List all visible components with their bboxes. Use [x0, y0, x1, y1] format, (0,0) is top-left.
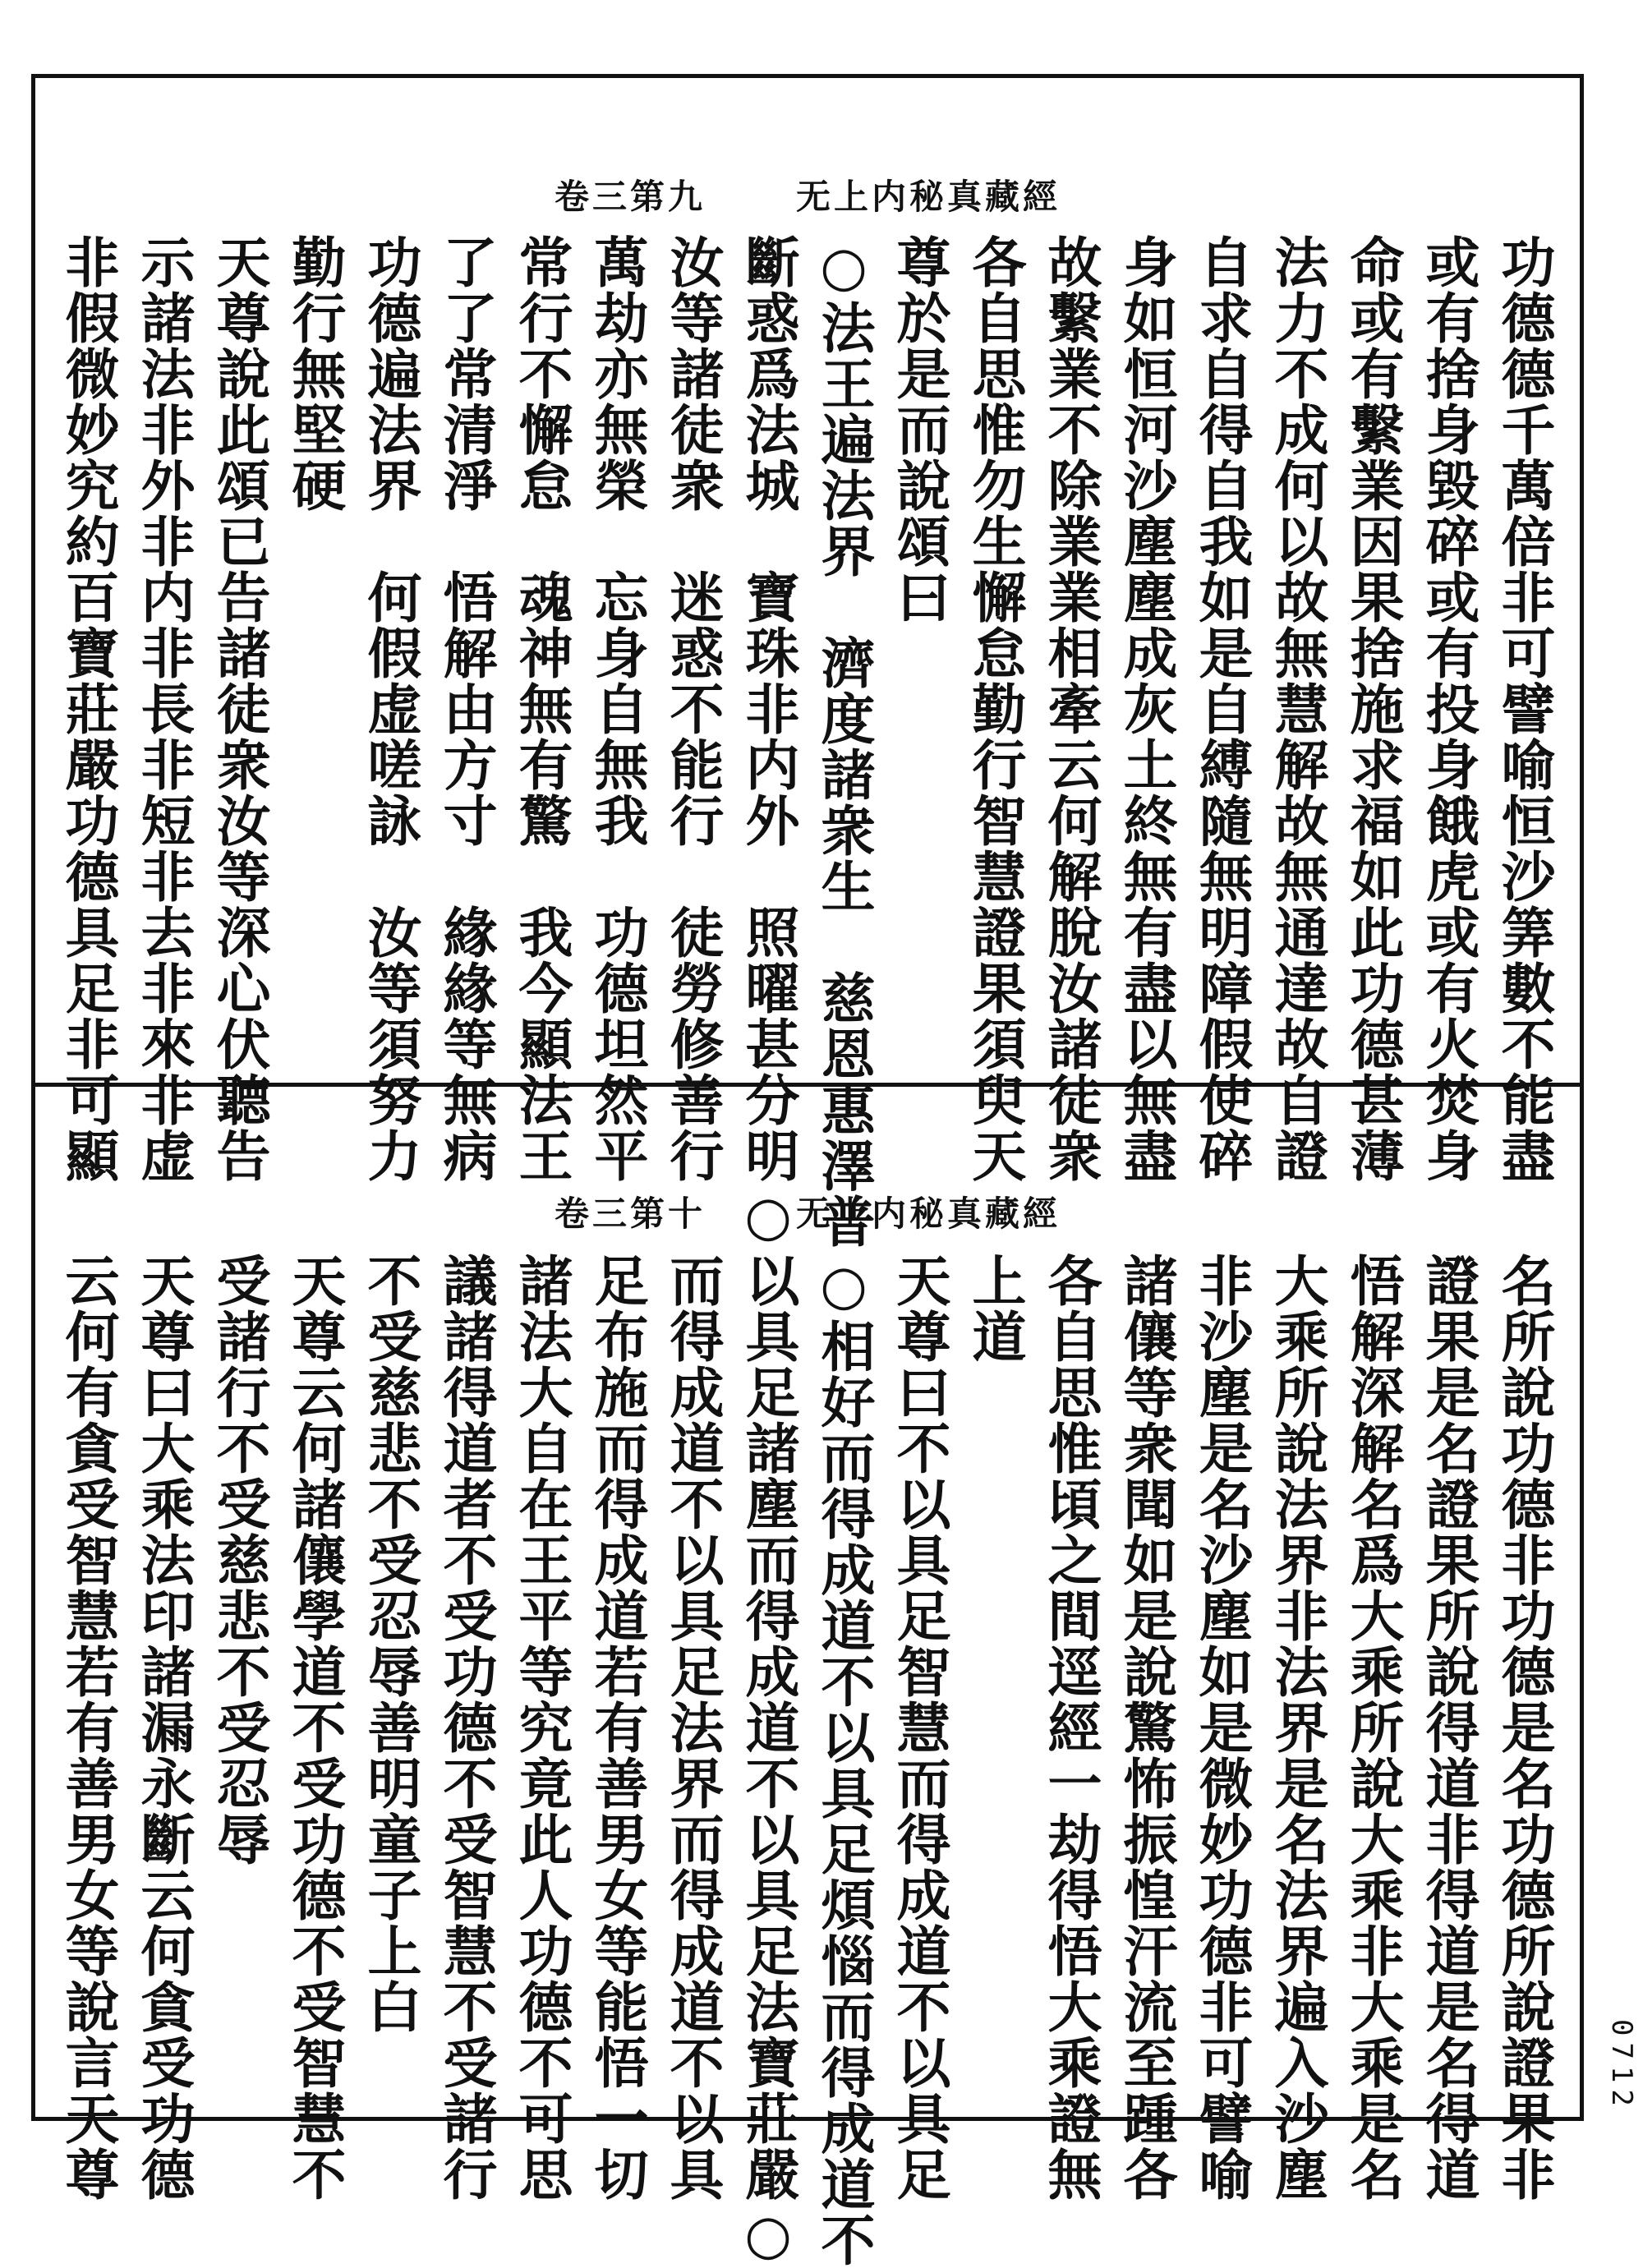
text-column: 天尊曰不以具足智慧而得成道不以具足	[887, 1253, 951, 2202]
lower-page-header	[35, 1187, 1580, 1236]
text-column: 以具足諸塵而得成道不以具足法寶莊嚴○	[736, 1253, 800, 2268]
upper-volume-label: 卷三第九	[554, 177, 706, 217]
text-column: 或有捨身毀碎或有投身餓虎或有火焚身	[1416, 234, 1480, 1184]
text-column: 尊於是而說頌曰	[887, 234, 951, 625]
text-column: 受諸行不受慈悲不受忍辱	[207, 1253, 271, 1867]
text-column: ○相好而得成道不以具足煩惱而得成道不	[812, 1253, 876, 2268]
text-column: ○法王遍法界 濟度諸衆生 慈恩惠澤普	[812, 234, 876, 1249]
text-column: 功德德千萬倍非可譬喻恒沙筭數不能盡	[1492, 234, 1556, 1184]
text-column: 非假微妙究約百寶莊嚴功德具足非可顯	[56, 234, 120, 1184]
upper-sutra-title: 无上内秘真藏經	[796, 177, 1061, 217]
text-column: 云何有貪受智慧若有善男女等說言天尊	[56, 1253, 120, 2202]
text-column: 上道	[963, 1253, 1027, 1364]
text-column: 斷惑爲法城 寶珠非内外 照曜甚分明○	[736, 234, 800, 1249]
text-column: 法力不成何以故無慧解故無通達故自證	[1265, 234, 1329, 1184]
text-column: 萬劫亦無榮 忘身自無我 功德坦然平	[585, 234, 649, 1184]
text-column: 非沙塵是名沙塵如是微妙功德非可譬喻	[1190, 1253, 1254, 2202]
text-column: 自求自得自我如是自縛隨無明障假使碎	[1190, 234, 1254, 1184]
text-column: 而得成道不以具足法界而得成道不以具	[660, 1253, 725, 2202]
text-column: 常行不懈怠 魂神無有驚 我今顯法王	[509, 234, 573, 1184]
text-column: 天尊云何諸儴學道不受功德不受智慧不	[283, 1253, 347, 2202]
text-column: 故繫業不除業業相牽云何解脫汝諸徒衆	[1038, 234, 1102, 1184]
text-column: 了了常清淨 悟解由方寸 緣緣等無病	[434, 234, 498, 1184]
text-column: 勤行無堅硬	[283, 234, 347, 513]
text-column: 汝等諸徒衆 迷惑不能行 徒勞修善行	[660, 234, 725, 1184]
text-column: 議諸得道者不受功德不受智慧不受諸行	[434, 1253, 498, 2202]
text-column: 證果是名證果所說得道非得道是名得道	[1416, 1253, 1480, 2202]
upper-page-header	[35, 170, 1580, 219]
text-column: 悟解深解名爲大乘所說大乘非大乘是名	[1341, 1253, 1405, 2202]
text-column: 命或有繫業因果捨施求福如此功德甚薄	[1341, 234, 1405, 1184]
text-column: 諸法大自在王平等究竟此人功德不可思	[509, 1253, 573, 2202]
text-column: 名所說功德非功德是名功德所說證果非	[1492, 1253, 1556, 2202]
text-column: 天尊曰大乘法印諸漏永斷云何貪受功德	[131, 1253, 196, 2202]
text-column: 不受慈悲不受忍辱善明童子上白	[358, 1253, 422, 2035]
text-column: 各自思惟勿生懈怠勤行智慧證果須臾天	[963, 234, 1027, 1184]
page-frame	[31, 74, 1584, 2268]
text-column: 諸儴等衆聞如是說驚怖振惶汗流至踵各	[1114, 1253, 1178, 2202]
text-column: 功德遍法界 何假虚嗟詠 汝等須努力	[358, 234, 422, 1184]
lower-page	[35, 1087, 1580, 2268]
text-column: 身如恒河沙塵塵成灰土終無有盡以無盡	[1114, 234, 1178, 1184]
text-column: 大乘所說法界非法界是名法界遍入沙塵	[1265, 1253, 1329, 2202]
text-column: 天尊說此頌已告諸徒衆汝等深心伏聽告	[207, 234, 271, 1184]
text-column: 足布施而得成道若有善男女等能悟一切	[585, 1253, 649, 2202]
lower-volume-label: 卷三第十	[554, 1194, 706, 1234]
lower-sutra-title: 无上内秘真藏經	[796, 1194, 1061, 1234]
text-column: 示諸法非外非内非長非短非去非來非虚	[131, 234, 196, 1184]
lower-text-columns	[50, 1253, 1562, 2268]
text-column: 各自思惟頃之間逕經一劫得悟大乘證無	[1038, 1253, 1102, 2202]
page-number: 0712	[1605, 2019, 1638, 2113]
